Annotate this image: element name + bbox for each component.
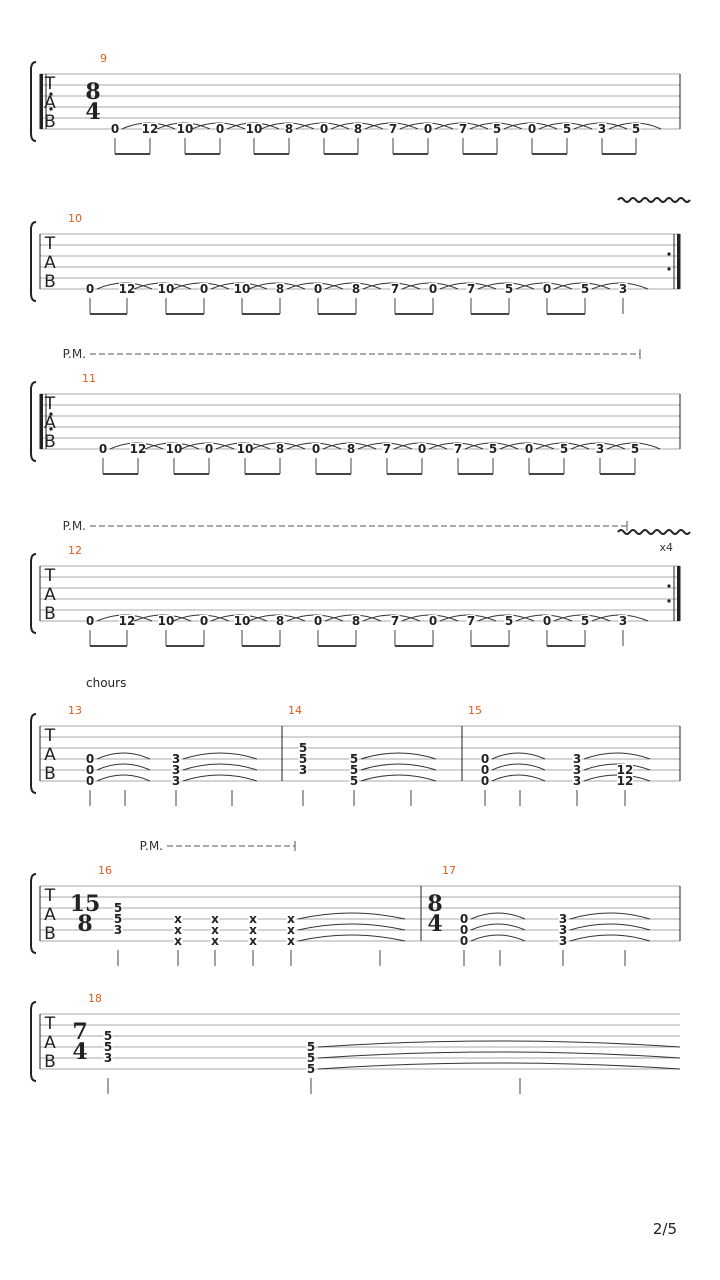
fret-number: 5 — [488, 442, 498, 456]
fret-number: 0 — [199, 282, 209, 296]
tie-arc — [361, 764, 436, 770]
fret-number: 12 — [129, 442, 147, 456]
fret-number: 12 — [118, 614, 136, 628]
fret-number: 3 — [171, 752, 181, 766]
measure-number: 15 — [468, 704, 482, 717]
fret-number: 10 — [245, 122, 263, 136]
tab-clef-letter: T — [44, 726, 56, 746]
dead-note: x — [287, 912, 295, 926]
tab-clef-letter: A — [44, 745, 56, 765]
fret-number: 7 — [458, 122, 468, 136]
fret-number: 5 — [103, 1029, 113, 1043]
fret-number: 0 — [459, 912, 469, 926]
dead-note: x — [211, 934, 219, 948]
fret-number: 0 — [85, 614, 95, 628]
repeat-dot — [667, 599, 670, 602]
tab-clef-letter: T — [44, 394, 56, 414]
fret-number: 5 — [306, 1040, 316, 1054]
tie-arc — [183, 753, 257, 759]
fret-number: 0 — [110, 122, 120, 136]
repeat-start-thick-bar — [40, 394, 43, 449]
tab-clef-letter: T — [44, 566, 56, 586]
fret-number: 3 — [558, 912, 568, 926]
fret-number: 3 — [618, 614, 628, 628]
fret-number: 8 — [275, 442, 285, 456]
fret-number: 0 — [480, 774, 490, 788]
fret-number: 7 — [466, 614, 476, 628]
tab-clef-letter: T — [44, 1014, 56, 1034]
fret-number: 0 — [542, 614, 552, 628]
fret-number: 0 — [542, 282, 552, 296]
system-bracket — [31, 874, 36, 953]
tab-clef-letter: T — [44, 74, 56, 94]
palm-mute-label: P.M. — [62, 347, 86, 361]
section-label: chours — [86, 676, 127, 690]
fret-number: 0 — [85, 774, 95, 788]
time-signature-top: 15 — [69, 891, 101, 917]
palm-mute-label: P.M. — [62, 519, 86, 533]
tie-arc — [361, 775, 436, 781]
fret-number: 7 — [382, 442, 392, 456]
fret-number: 0 — [524, 442, 534, 456]
vibrato-mark — [618, 530, 690, 534]
fret-number: 5 — [306, 1062, 316, 1076]
fret-number: 5 — [631, 122, 641, 136]
tab-clef-letter: B — [44, 764, 56, 784]
fret-number: 5 — [580, 282, 590, 296]
time-signature-top: 8 — [85, 79, 101, 105]
tab-clef-letter: A — [44, 905, 56, 925]
tab-clef-letter: A — [44, 253, 56, 273]
tie-arc — [570, 913, 650, 919]
tab-clef-letter: A — [44, 93, 56, 113]
fret-number: 5 — [559, 442, 569, 456]
fret-number: 7 — [390, 614, 400, 628]
tie-arc — [492, 753, 545, 759]
fret-number: 0 — [85, 282, 95, 296]
dead-note: x — [287, 934, 295, 948]
fret-number: 10 — [176, 122, 194, 136]
fret-number: 0 — [428, 614, 438, 628]
fret-number: 0 — [313, 282, 323, 296]
fret-number: 3 — [572, 774, 582, 788]
tab-clef-letter: B — [44, 112, 56, 132]
measure-number: 13 — [68, 704, 82, 717]
tie-arc — [97, 753, 150, 759]
system-bracket — [31, 1002, 36, 1081]
repeat-start-thick-bar — [40, 74, 43, 129]
fret-number: 0 — [313, 614, 323, 628]
tie-arc — [318, 1041, 680, 1047]
time-signature-bottom: 8 — [77, 911, 93, 937]
fret-number: 3 — [618, 282, 628, 296]
fret-number: 8 — [346, 442, 356, 456]
tab-system-1 — [31, 62, 680, 154]
tab-clef-letter: B — [44, 924, 56, 944]
fret-number: 3 — [595, 442, 605, 456]
fret-number: 3 — [572, 763, 582, 777]
tie-arc — [471, 913, 525, 919]
fret-number: 0 — [459, 923, 469, 937]
fret-number: 0 — [199, 614, 209, 628]
fret-number: 5 — [103, 1040, 113, 1054]
repeat-end-thick-bar — [677, 234, 680, 289]
page-number: 2/5 — [652, 1220, 677, 1238]
fret-number: 10 — [233, 614, 251, 628]
fret-number: 10 — [236, 442, 254, 456]
fret-number: 10 — [165, 442, 183, 456]
fret-number: 0 — [527, 122, 537, 136]
tie-arc — [471, 935, 525, 941]
repeat-count: x4 — [659, 541, 673, 554]
fret-number: 5 — [349, 752, 359, 766]
system-bracket — [31, 554, 36, 633]
repeat-dot — [667, 267, 670, 270]
measure-number: 10 — [68, 212, 82, 225]
fret-number: 0 — [215, 122, 225, 136]
fret-number: 0 — [204, 442, 214, 456]
fret-number: 3 — [171, 763, 181, 777]
fret-number: 5 — [504, 614, 514, 628]
system-bracket — [31, 62, 36, 141]
fret-number: 12 — [141, 122, 159, 136]
tab-clef-letter: B — [44, 432, 56, 452]
dead-note: x — [174, 923, 182, 937]
vibrato-mark — [618, 198, 690, 202]
tab-clef-letter: T — [44, 886, 56, 906]
tab-clef-letter: B — [44, 604, 56, 624]
fret-number: 10 — [157, 282, 175, 296]
measure-number: 14 — [288, 704, 302, 717]
tie-arc — [97, 764, 150, 770]
dead-note: x — [249, 923, 257, 937]
tie-arc — [97, 775, 150, 781]
tie-arc — [318, 1063, 680, 1069]
fret-number: 0 — [98, 442, 108, 456]
tie-arc — [471, 924, 525, 930]
tab-clef-letter: A — [44, 1033, 56, 1053]
fret-number: 0 — [423, 122, 433, 136]
tie-arc — [183, 775, 257, 781]
fret-number: 5 — [349, 774, 359, 788]
fret-number: 5 — [349, 763, 359, 777]
fret-number: 7 — [466, 282, 476, 296]
tab-system-7 — [31, 1002, 680, 1094]
fret-number: 7 — [388, 122, 398, 136]
time-signature-top: 8 — [427, 891, 443, 917]
tie-arc — [298, 924, 405, 930]
fret-number: 5 — [113, 901, 123, 915]
fret-number: 0 — [480, 752, 490, 766]
fret-number: 3 — [558, 934, 568, 948]
fret-number: 8 — [275, 282, 285, 296]
time-signature-bottom: 4 — [72, 1039, 88, 1065]
dead-note: x — [287, 923, 295, 937]
fret-number: 12 — [616, 763, 634, 777]
fret-number: 5 — [580, 614, 590, 628]
fret-number: 8 — [275, 614, 285, 628]
fret-number: 5 — [113, 912, 123, 926]
measure-number: 18 — [88, 992, 102, 1005]
tab-clef-letter: T — [44, 234, 56, 254]
fret-number: 8 — [351, 614, 361, 628]
fret-number: 5 — [630, 442, 640, 456]
palm-mute-label: P.M. — [139, 839, 163, 853]
tab-clef-letter: B — [44, 1052, 56, 1072]
fret-number: 5 — [492, 122, 502, 136]
tie-arc — [570, 935, 650, 941]
tie-arc — [183, 764, 257, 770]
tab-system-3 — [31, 349, 680, 474]
tie-arc — [318, 1052, 680, 1058]
fret-number: 3 — [103, 1051, 113, 1065]
measure-number: 17 — [442, 864, 456, 877]
fret-number: 5 — [306, 1051, 316, 1065]
tie-arc — [361, 753, 436, 759]
dead-note: x — [174, 912, 182, 926]
fret-number: 0 — [311, 442, 321, 456]
system-bracket — [31, 714, 36, 793]
measure-number: 16 — [98, 864, 112, 877]
dead-note: x — [211, 923, 219, 937]
fret-number: 0 — [319, 122, 329, 136]
dead-note: x — [211, 912, 219, 926]
fret-number: 5 — [562, 122, 572, 136]
fret-number: 3 — [171, 774, 181, 788]
fret-number: 3 — [558, 923, 568, 937]
measure-number: 12 — [68, 544, 82, 557]
fret-number: 8 — [351, 282, 361, 296]
fret-number: 0 — [480, 763, 490, 777]
fret-number: 3 — [572, 752, 582, 766]
fret-number: 5 — [504, 282, 514, 296]
repeat-dot — [667, 584, 670, 587]
tab-clef-letter: B — [44, 272, 56, 292]
tie-arc — [492, 775, 545, 781]
fret-number: 10 — [157, 614, 175, 628]
dead-note: x — [249, 934, 257, 948]
repeat-end-thick-bar — [677, 566, 680, 621]
tie-arc — [298, 913, 405, 919]
fret-number: 0 — [417, 442, 427, 456]
measure-number: 11 — [82, 372, 96, 385]
fret-number: 0 — [85, 752, 95, 766]
fret-number: 8 — [353, 122, 363, 136]
tie-arc — [492, 764, 545, 770]
time-signature-bottom: 4 — [85, 99, 101, 125]
fret-number: 3 — [597, 122, 607, 136]
tie-arc — [584, 753, 650, 759]
dead-note: x — [174, 934, 182, 948]
tie-arc — [570, 924, 650, 930]
fret-number: 12 — [118, 282, 136, 296]
fret-number: 7 — [390, 282, 400, 296]
fret-number: 3 — [113, 923, 123, 937]
system-bracket — [31, 222, 36, 301]
fret-number: 3 — [298, 763, 308, 777]
time-signature-bottom: 4 — [427, 911, 443, 937]
repeat-dot — [667, 252, 670, 255]
measure-number: 9 — [100, 52, 107, 65]
fret-number: 5 — [298, 741, 308, 755]
tab-system-2 — [31, 198, 690, 314]
fret-number: 0 — [85, 763, 95, 777]
system-bracket — [31, 382, 36, 461]
dead-note: x — [249, 912, 257, 926]
fret-number: 12 — [616, 774, 634, 788]
time-signature-top: 7 — [72, 1019, 88, 1045]
tab-clef-letter: A — [44, 413, 56, 433]
fret-number: 7 — [453, 442, 463, 456]
tab-system-6 — [31, 841, 680, 966]
fret-number: 0 — [459, 934, 469, 948]
tie-arc — [298, 935, 405, 941]
fret-number: 0 — [428, 282, 438, 296]
fret-number: 10 — [233, 282, 251, 296]
fret-number: 5 — [298, 752, 308, 766]
tab-clef-letter: A — [44, 585, 56, 605]
fret-number: 8 — [284, 122, 294, 136]
